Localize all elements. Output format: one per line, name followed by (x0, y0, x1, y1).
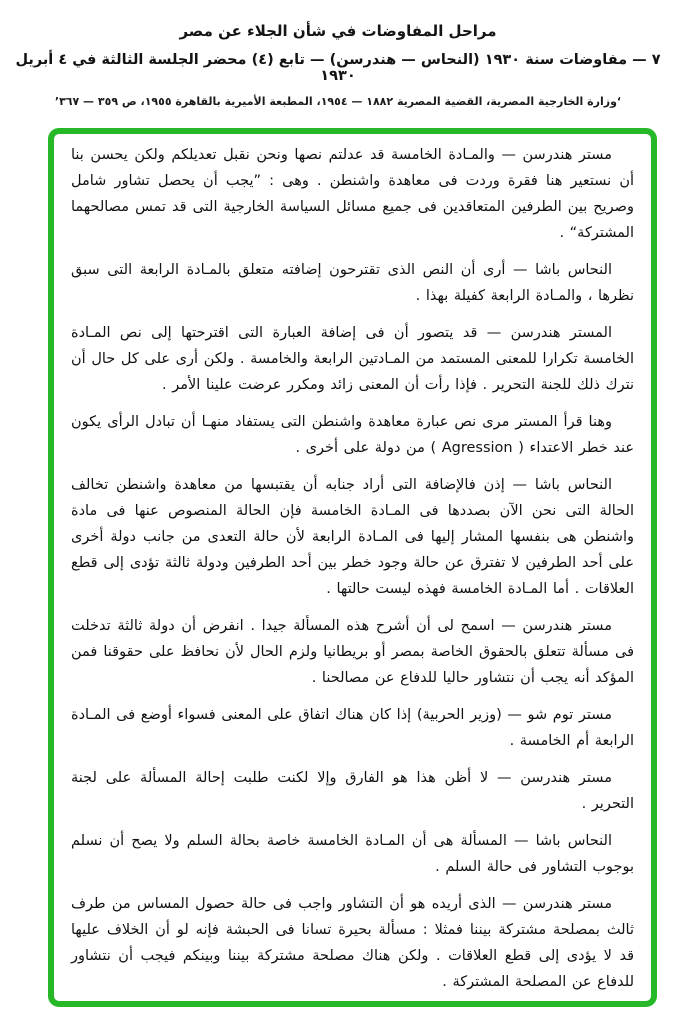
page-subtitle: ٧ — مفاوضات سنة ١٩٣٠ (النحاس — هندرسن) — تابع (٤) محضر الجلسة الثالثة في ٤ أبريل ١٩٣٠ (15, 52, 661, 84)
paragraph-nahhas-objection: النحاس باشا — إذن فالإضافة التى أراد جنابه أن يقتبسها من معاهدة واشنطن تخالف الحالة التى نحن الآن بصددها فى المـادة الخامسة فإن الحالة المنصوص عنها فى مادة واشنطن هى بنفسها المشار إليها فى المـادة الرابعة لأن حالة التعدى من جانب دولة أخرى على أحد الطرفين لا تفترق عن حالة وجود خطر بين أحد الطرفين ودولة ثالثة تؤدى إلى قطع العلاقات . أما المـادة الخامسة فهذه ليست حالتها . (71, 477, 634, 597)
paragraph-hendersen-difference: مستر هندرسن — لا أظن هذا هو الفارق وإلا لكنت طلبت إحالة المسألة على لجنة التحرير . (71, 770, 634, 812)
highlight-box (48, 128, 657, 1007)
paragraph-nahhas-peace-case: النحاس باشا — المسألة هى أن المـادة الخامسة خاصة بحالة السلم ولا يصح أن نسلم بوجوب التشاور فى حالة السلم . (71, 833, 634, 875)
source-citation: ‘وزارة الخارجية المصرية، القضية المصرية ١٨٨٢ — ١٩٥٤، المطبعة الأميرية بالقاهرة ١٩٥٥، ص ٣٥٩ — ٣٦٧’ (54, 95, 622, 108)
paragraph-hendersen-drafting-committee: المستر هندرسن — قد يتصور أن فى إضافة العبارة التى اقترحتها إلى نص المـادة الخامسة تكرارا للمعنى المستمد من المـادتين الرابعة والخامسة . ولكن أرى على كل حال أن نترك ذلك للجنة التحرير . فإذا رأت أن المعنى زائد ومكرر عرضت علينا الأمر . (71, 325, 634, 393)
page-title: مراحل المفاوضات في شأن الجلاء عن مصر (179, 22, 497, 40)
paragraph-narration-washington-treaty: وهنا قرأ المستر مرى نص عبارة معاهدة واشنطن التى يستفاد منهـا أن تبادل الرأى يكون عند خطر الاعتداء ( Agression ) من دولة على أخرى . (71, 414, 634, 456)
paragraph-hendersen-article5: مستر هندرسن — والمـادة الخامسة قد عدلتم نصها ونحن نقبل تعديلكم ولكن يحسن بنا أن نستعير هنا فقرة وردت فى معاهدة واشنطن . وهى : ”يجب أن يحصل تشاور شامل وصريح بين الطرفين المتعاقدين فى جميع مسائل السياسة الخارجية التى قد تمس مصالحهما المشتركة“ . (71, 147, 634, 241)
paragraph-hendersen-consultation: مستر هندرسن — الذى أريده هو أن التشاور واجب فى حالة حصول المساس من طرف ثالث بمصلحة مشتركة بيننا فمثلا : مسألة بحيرة تسانا فى الحبشة فإنه لو أن الخلاف عليها قد لا يؤدى إلى قطع العلاقات . ولكن هناك مصلحة مشتركة بيننا وبينكم فيجب أن نتشاور للدفاع عن المصلحة المشتركة . (71, 896, 634, 990)
paragraph-hendersen-explanation: مستر هندرسن — اسمح لى أن أشرح هذه المسألة جيدا . انفرض أن دولة ثالثة تدخلت فى مسألة تتعلق بالحقوق الخاصة بمصر أو بريطانيا ولزم الحال لأن نحافظ على حقوقنا فمن المؤكد أنه يجب أن نتشاور حاليا للدفاع عن مصالحنا . (71, 618, 634, 686)
paragraph-nahhas-article4: النحاس باشا — أرى أن النص الذى تقترحون إضافته متعلق بالمـادة الرابعة التى سبق نظرها ، والمـادة الرابعة كفيلة بهذا . (71, 262, 634, 304)
paragraph-tom-shaw-war-minister: مستر توم شو — (وزير الحربية) إذا كان هناك اتفاق على المعنى فسواء أوضع فى المـادة الرابعة أم الخامسة . (71, 707, 634, 749)
page-header (0, 0, 676, 108)
